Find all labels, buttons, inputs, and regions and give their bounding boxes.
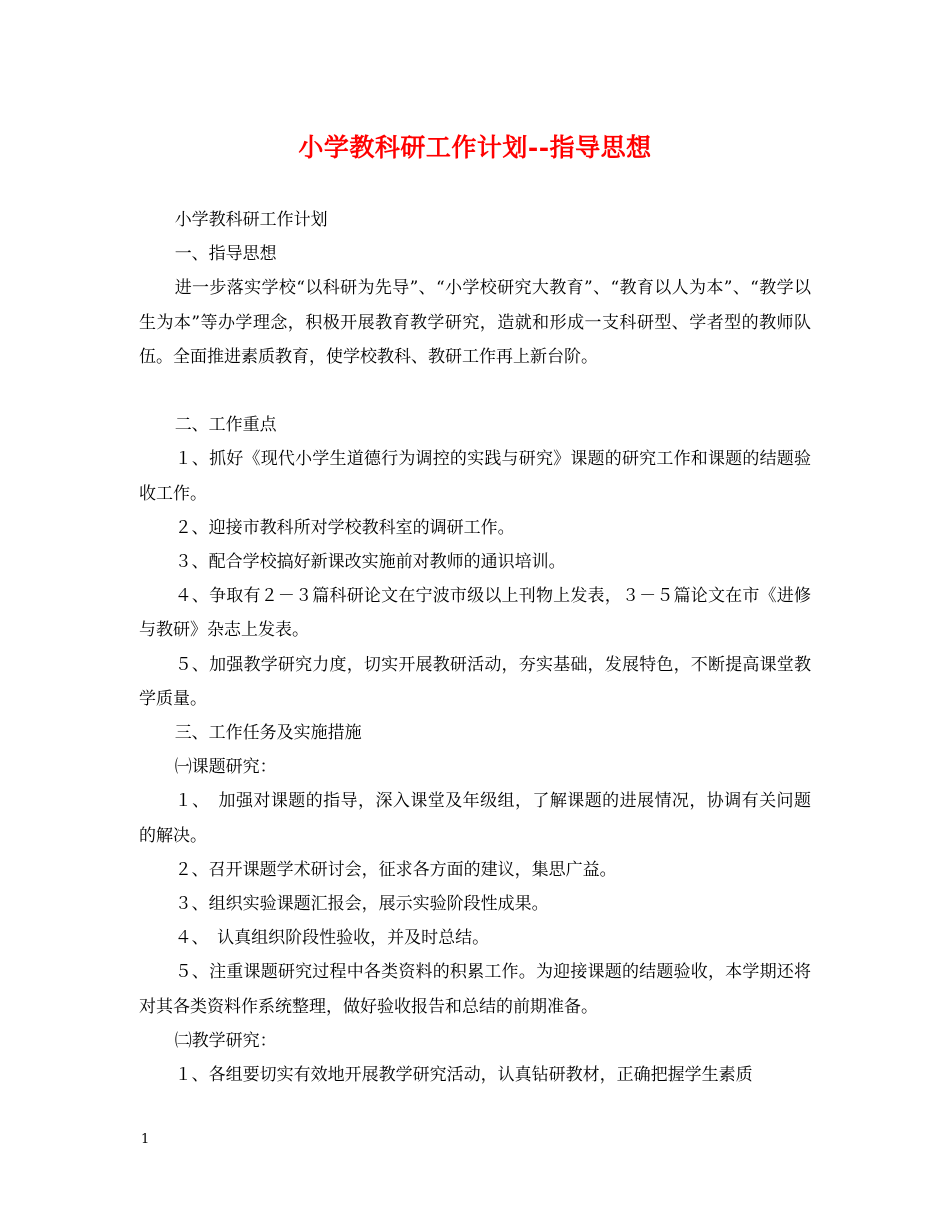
section-heading: 三、工作任务及实施措施 (174, 723, 362, 744)
list-item: １、各组要切实有效地开展教学研究活动，认真钻研教材，正确把握学生素质 (174, 1065, 753, 1086)
document-title: 小学教科研工作计划--指导思想 (298, 133, 652, 162)
subsection-heading: ㈠课题研究： (174, 757, 277, 778)
list-item: ４、 认真组织阶段性验收，并及时总结。 (174, 928, 490, 949)
list-item: ５、加强教学研究力度，切实开展教研活动，夯实基础，发展特色，不断提高课堂教学质量。 (139, 654, 811, 709)
list-item: ３、配合学校搞好新课改实施前对教师的通识培训。 (174, 552, 566, 573)
page-number: 1 (141, 1132, 150, 1147)
list-item: ５、注重课题研究过程中各类资料的积累工作。为迎接课题的结题验收，本学期还将对其各类资料作系统整理，做好验收报告和总结的前期准备。 (139, 962, 811, 1017)
document-body (139, 203, 811, 1092)
list-item: ２、召开课题学术研讨会，征求各方面的建议，集思广益。 (174, 859, 617, 880)
list-item: ３、组织实验课题汇报会，展示实验阶段性成果。 (174, 894, 549, 915)
section-heading: 一、指导思想 (174, 244, 277, 265)
section-heading: 二、工作重点 (174, 415, 277, 436)
paragraph: 小学教科研工作计划 (174, 210, 328, 230)
list-item: ２、迎接市教科所对学校教科室的调研工作。 (174, 517, 515, 538)
subsection-heading: ㈡教学研究： (174, 1030, 277, 1051)
list-item: １、 加强对课题的指导，深入课堂及年级组，了解课题的进展情况，协调有关问题的解决。 (139, 791, 811, 846)
list-item: １、抓好《现代小学生道德行为调控的实践与研究》课题的研究工作和课题的结题验收工作。 (139, 449, 811, 504)
paragraph: 进一步落实学校“以科研为先导”、“小学校研究大教育”、“教育以人为本”、“教学以生为本”等办学理念，积极开展教育教学研究，造就和形成一支科研型、学者型的教师队伍。全面推进素质教育，使学校教科、教研工作再上新台阶。 (139, 278, 811, 367)
blank-line (139, 374, 811, 408)
list-item: ４、争取有２－３篇科研论文在宁波市级以上刊物上发表，３－５篇论文在市《进修与教研》杂志上发表。 (139, 586, 811, 641)
